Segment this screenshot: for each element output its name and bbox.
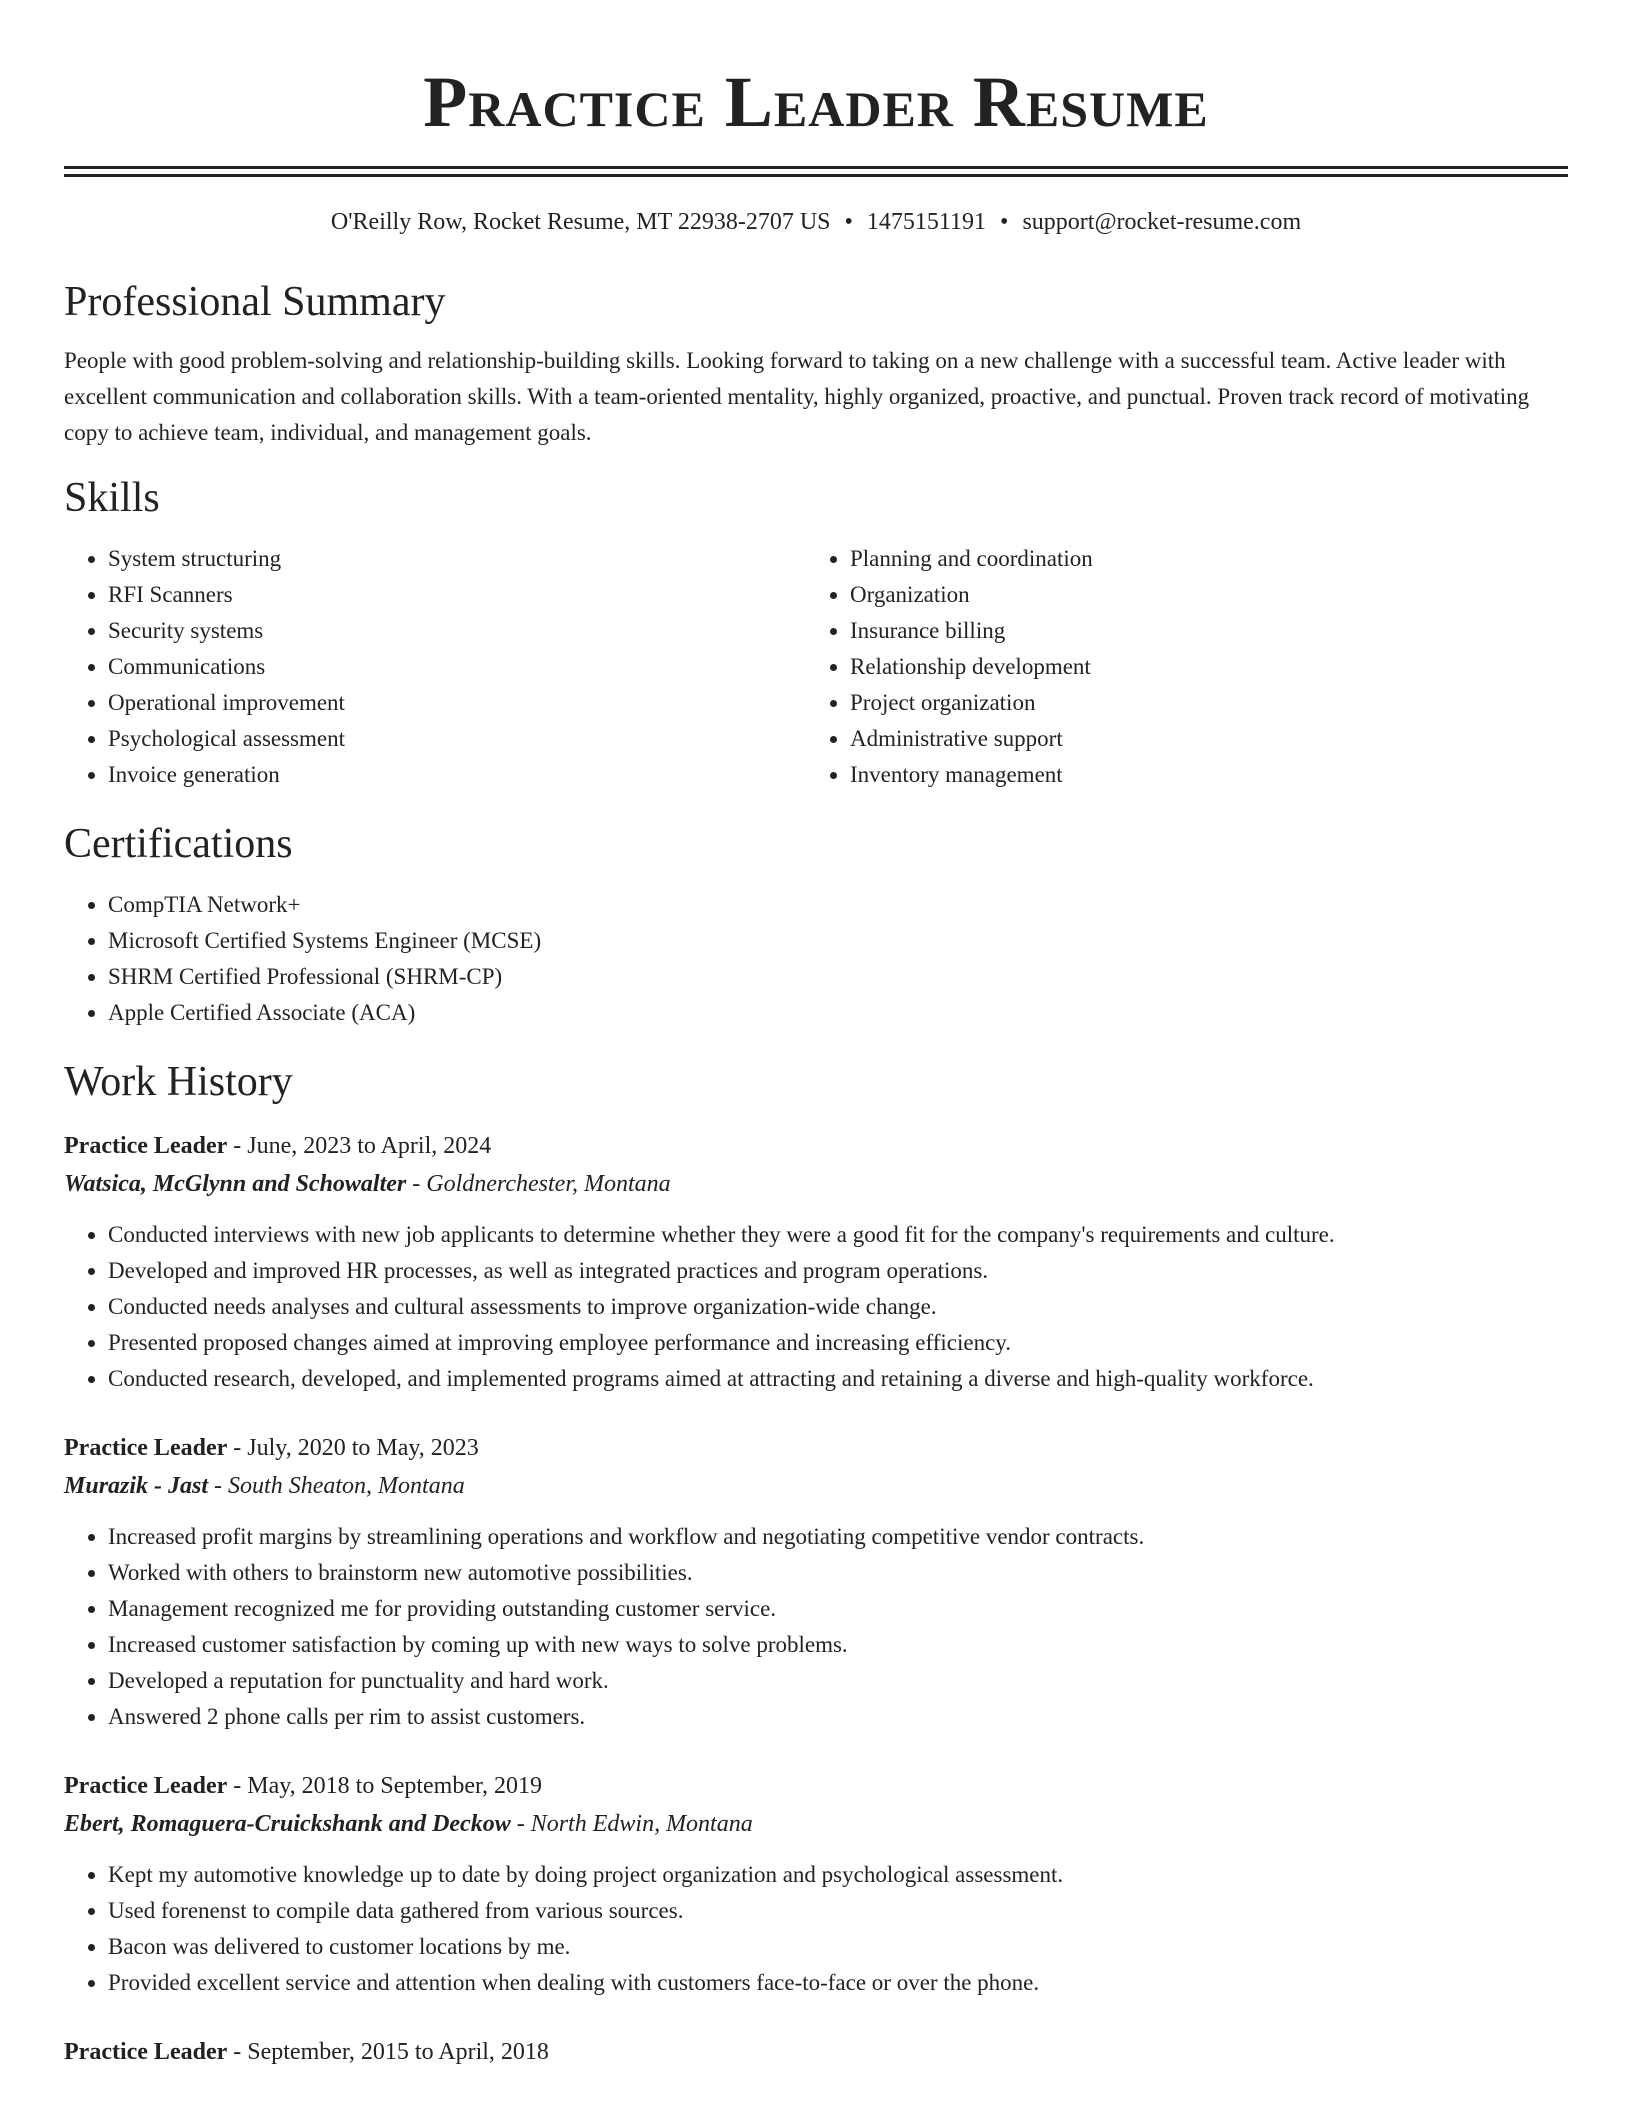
certification-item: • Apple Certified Associate (ACA) — [108, 995, 1568, 1031]
job-entry — [64, 1767, 1568, 2001]
job-dates: - June, 2023 to April, 2024 — [227, 1133, 492, 1159]
job-title-line — [64, 2033, 1568, 2071]
skill-item: • Operational improvement — [108, 685, 806, 721]
summary-text: People with good problem-solving and relationship-building skills. Looking forward to taking on a new challenge with a successful team. Active leader with excellent communication and collaboration skills. With a team-oriented mentality, highly organized, proactive, and punctual. Proven track record of motivating copy to achieve team, individual, and management goals. — [64, 348, 1530, 445]
job-bullet: • Increased profit margins by streamlining operations and workflow and negotiating competitive vendor contracts. — [108, 1519, 1568, 1555]
skill-item: • RFI Scanners — [108, 577, 806, 613]
job-entry — [64, 1127, 1568, 1397]
skill-item: • System structuring — [108, 541, 806, 577]
company-name: Watsica, McGlynn and Schowalter — [64, 1171, 407, 1197]
certification-item: • SHRM Certified Professional (SHRM-CP) — [108, 959, 1568, 995]
certifications-list — [64, 887, 1568, 1031]
skills-heading: Skills — [64, 475, 160, 521]
job-bullet: • Conducted interviews with new job applicants to determine whether they were a good fit for the company's requirements and culture. — [108, 1217, 1568, 1253]
job-dates: - May, 2018 to September, 2019 — [227, 1773, 543, 1799]
job-dates: - July, 2020 to May, 2023 — [227, 1435, 479, 1461]
company-name: Ebert, Romaguera-Cruickshank and Deckow — [64, 1811, 511, 1837]
skill-item: • Inventory management — [850, 757, 1548, 793]
job-bullet: • Bacon was delivered to customer locations by me. — [108, 1929, 1568, 1965]
job-entry — [64, 2033, 1568, 2071]
job-bullet: • Worked with others to brainstorm new automotive possibilities. — [108, 1555, 1568, 1591]
job-bullet: • Used forenenst to compile data gathered from various sources. — [108, 1893, 1568, 1929]
skill-item: • Insurance billing — [850, 613, 1548, 649]
skills-grid — [64, 541, 1568, 793]
company-line — [64, 1165, 1568, 1203]
skill-item: • Invoice generation — [108, 757, 806, 793]
contact-email[interactable]: support@rocket-resume.com — [1022, 209, 1302, 235]
company-name: Murazik - Jast — [64, 1473, 209, 1499]
job-bullets — [64, 1519, 1568, 1735]
job-bullet: • Management recognized me for providing outstanding customer service. — [108, 1591, 1568, 1627]
skill-item: • Project organization — [850, 685, 1548, 721]
contact-separator: • — [1000, 209, 1009, 235]
skill-item: • Psychological assessment — [108, 721, 806, 757]
skills-list-left — [64, 541, 806, 793]
job-bullet: • Developed a reputation for punctuality and hard work. — [108, 1663, 1568, 1699]
company-location: - Goldnerchester, Montana — [406, 1171, 671, 1197]
contact-line — [64, 207, 1568, 237]
certification-item: • Microsoft Certified Systems Engineer (MCSE) — [108, 923, 1568, 959]
certifications-heading: Certifications — [64, 821, 293, 867]
company-line — [64, 1467, 1568, 1505]
contact-separator: • — [844, 209, 853, 235]
job-bullets — [64, 1857, 1568, 2001]
skill-item: • Communications — [108, 649, 806, 685]
job-dates: - September, 2015 to April, 2018 — [227, 2039, 549, 2065]
skill-item: • Security systems — [108, 613, 806, 649]
summary-heading: Professional Summary — [64, 279, 446, 325]
contact-phone: 1475151191 — [866, 209, 987, 235]
company-location: - South Sheaton, Montana — [208, 1473, 465, 1499]
job-title-line — [64, 1429, 1568, 1467]
job-bullet: • Kept my automotive knowledge up to date by doing project organization and psychological assessment. — [108, 1857, 1568, 1893]
resume-page — [64, 0, 1568, 2071]
job-bullets — [64, 1217, 1568, 1397]
job-title: Practice Leader — [64, 1133, 228, 1159]
job-bullet: • Conducted needs analyses and cultural assessments to improve organization-wide change. — [108, 1289, 1568, 1325]
job-title: Practice Leader — [64, 1773, 228, 1799]
skills-list-right — [806, 541, 1548, 793]
job-bullet: • Answered 2 phone calls per rim to assist customers. — [108, 1699, 1568, 1735]
title-divider — [64, 166, 1568, 177]
job-bullet: • Increased customer satisfaction by coming up with new ways to solve problems. — [108, 1627, 1568, 1663]
skill-item: • Administrative support — [850, 721, 1548, 757]
job-title: Practice Leader — [64, 1435, 228, 1461]
job-bullet: • Provided excellent service and attention when dealing with customers face-to-face or over the phone. — [108, 1965, 1568, 2001]
work-history-heading: Work History — [64, 1059, 293, 1105]
job-entry — [64, 1429, 1568, 1735]
skill-item: • Organization — [850, 577, 1548, 613]
certification-item: • CompTIA Network+ — [108, 887, 1568, 923]
job-bullet: • Developed and improved HR processes, as well as integrated practices and program operations. — [108, 1253, 1568, 1289]
job-title-line — [64, 1127, 1568, 1165]
company-line — [64, 1805, 1568, 1843]
job-bullet: • Presented proposed changes aimed at improving employee performance and increasing efficiency. — [108, 1325, 1568, 1361]
skill-item: • Relationship development — [850, 649, 1548, 685]
contact-address: O'Reilly Row, Rocket Resume, MT 22938-2707 US — [330, 209, 831, 235]
company-location: - North Edwin, Montana — [510, 1811, 753, 1837]
job-title: Practice Leader — [64, 2039, 228, 2065]
page-title: Practice Leader Resume — [423, 62, 1209, 142]
job-title-line — [64, 1767, 1568, 1805]
skill-item: • Planning and coordination — [850, 541, 1548, 577]
job-bullet: • Conducted research, developed, and implemented programs aimed at attracting and retaining a diverse and high-quality workforce. — [108, 1361, 1568, 1397]
